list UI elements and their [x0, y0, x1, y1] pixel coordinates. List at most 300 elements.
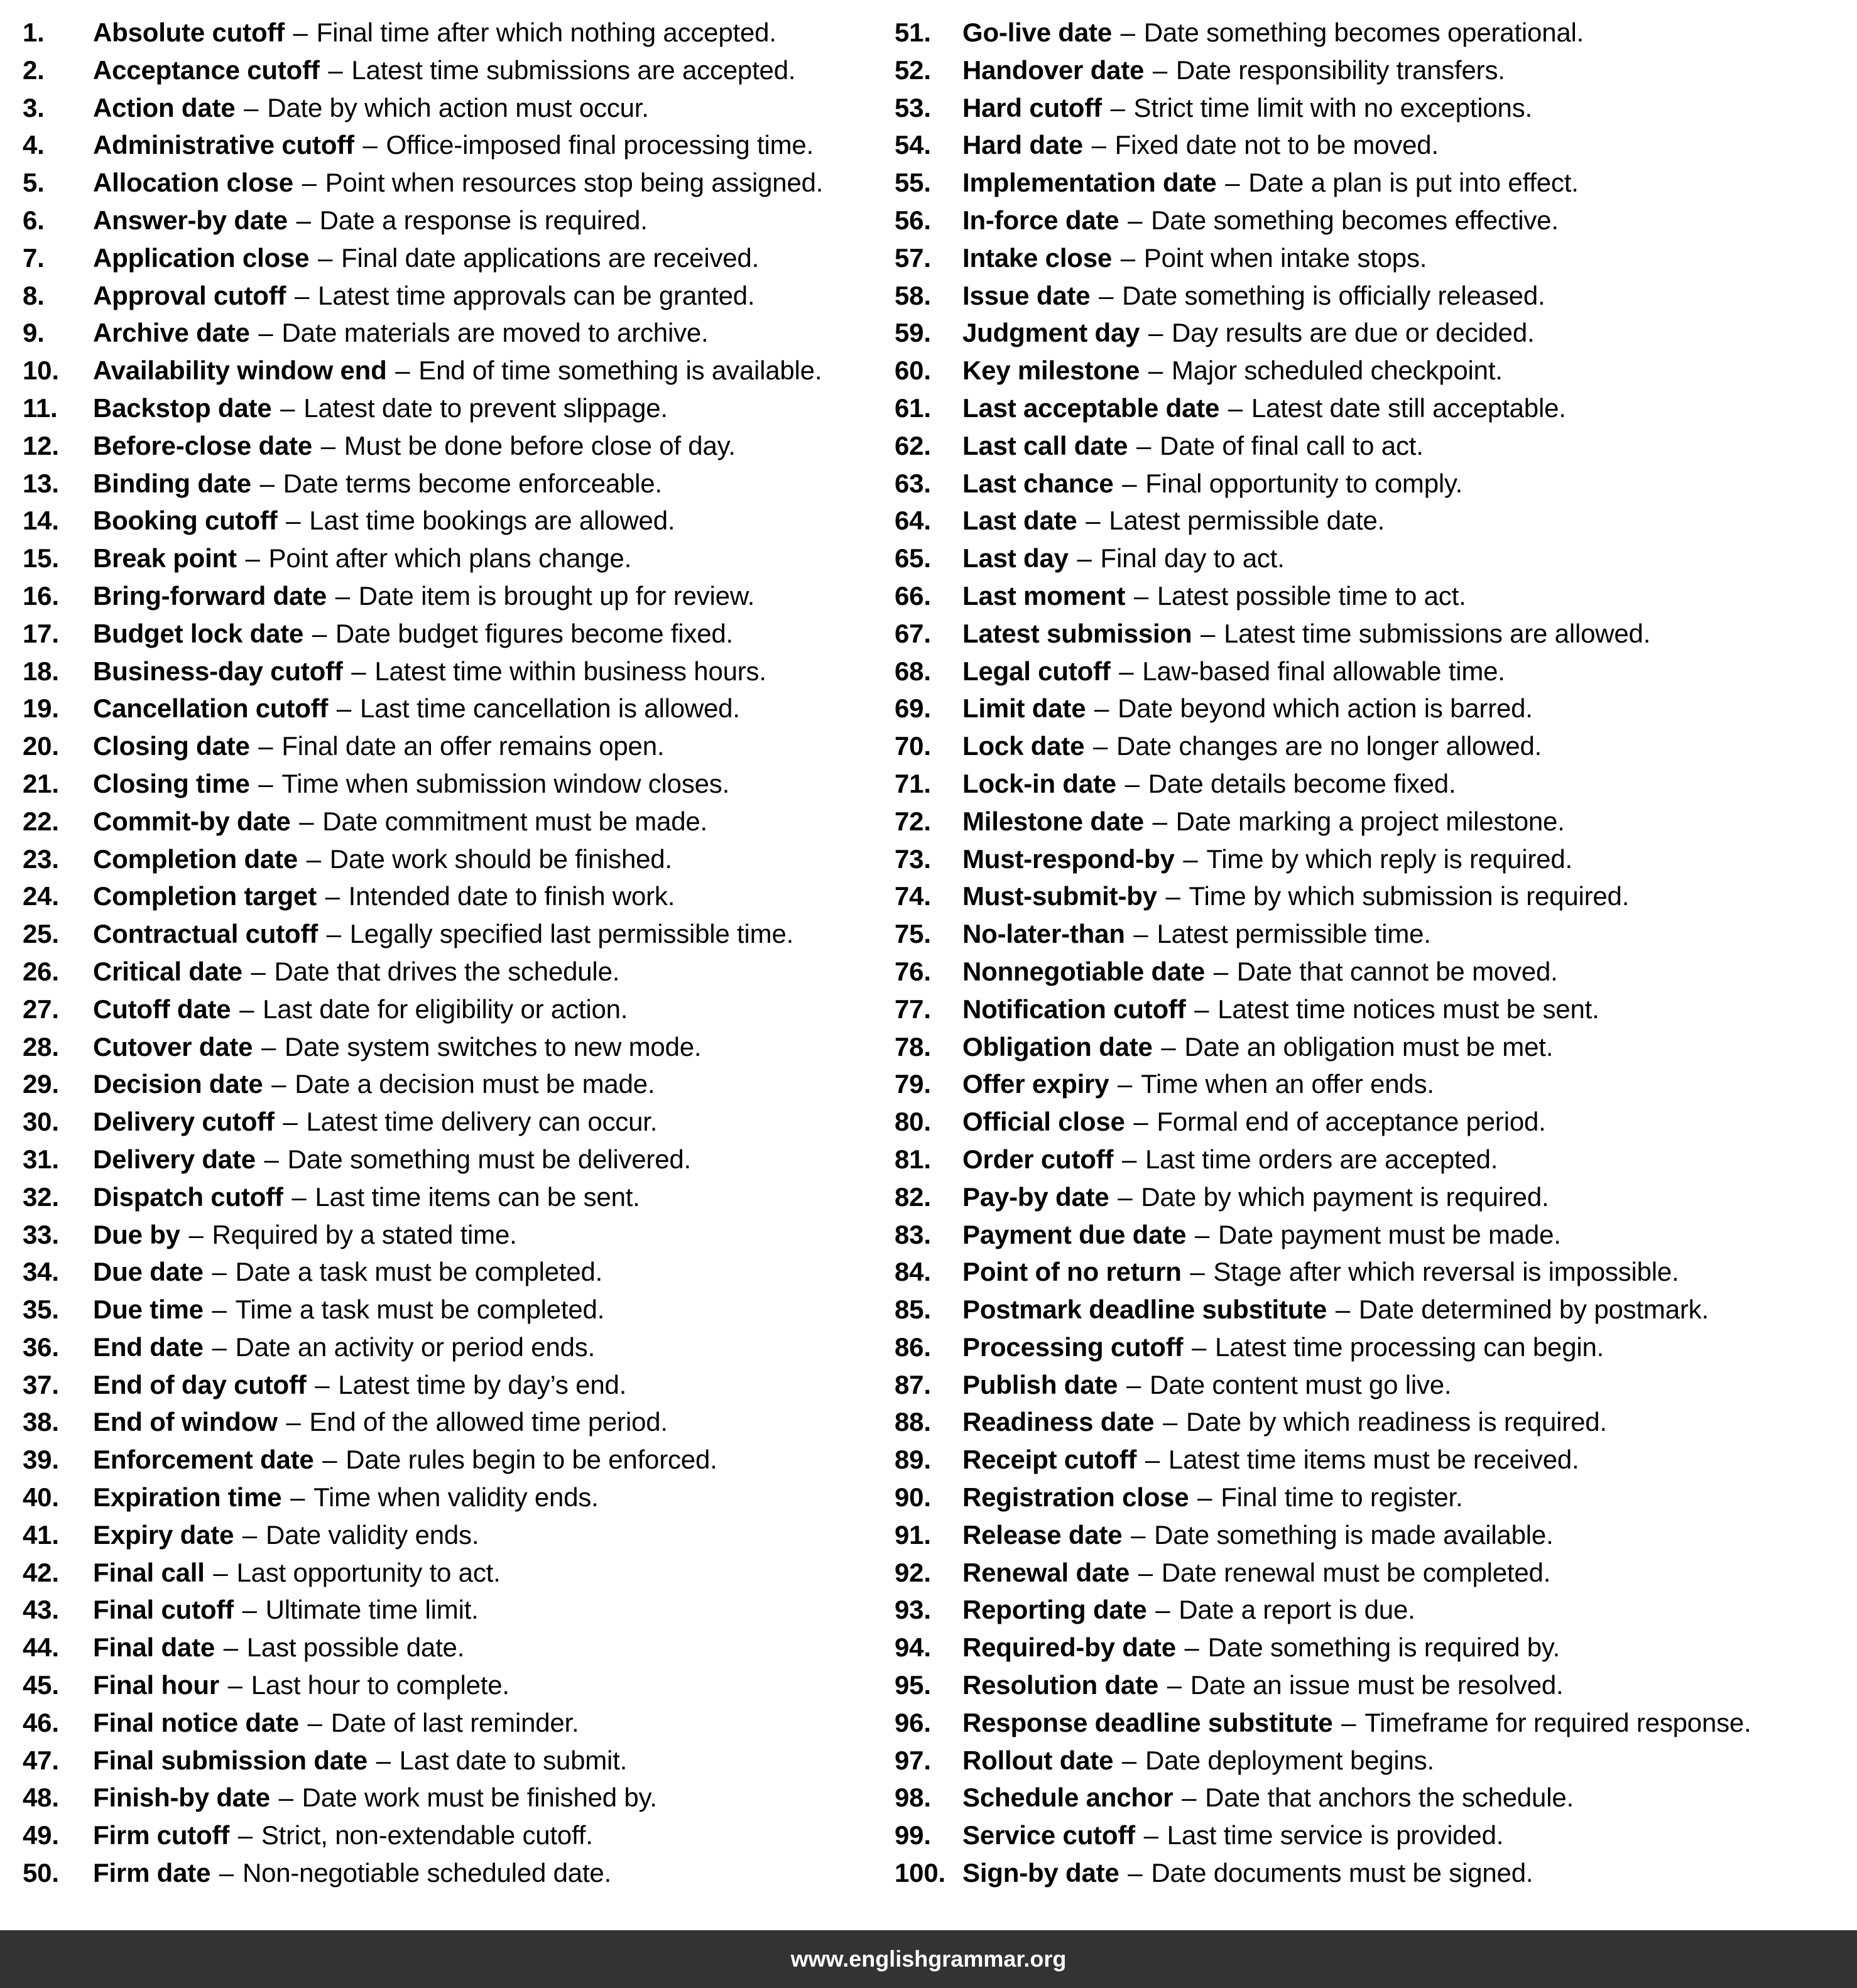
- list-item-term: Contractual cutoff: [93, 919, 319, 949]
- list-item-term: Must-submit-by: [962, 881, 1157, 911]
- list-item-term: Approval cutoff: [93, 280, 286, 310]
- list-item-body: [93, 1328, 595, 1366]
- list-item-description: Last date for eligibility or action.: [263, 994, 628, 1024]
- list-item-number: 50.: [23, 1858, 59, 1888]
- footer-site-url[interactable]: www.englishgrammar.org: [790, 1946, 1067, 1972]
- list-item-number: 23.: [23, 844, 59, 874]
- list-item-description: Legally specified last permissible time.: [349, 919, 794, 949]
- list-item-body: [962, 1516, 1554, 1554]
- list-item: [23, 1779, 873, 1817]
- list-item-separator: –: [1167, 1670, 1182, 1700]
- list-item-number: 40.: [23, 1482, 59, 1513]
- list-item-separator: –: [1165, 881, 1180, 911]
- list-item-number: 47.: [23, 1745, 59, 1775]
- list-item-number: 70.: [895, 731, 931, 761]
- list-item-description: Latest possible time to act.: [1157, 580, 1466, 611]
- list-item: [895, 314, 1851, 352]
- list-item-term: Enforcement date: [93, 1445, 314, 1475]
- list-item-term: Dispatch cutoff: [93, 1181, 283, 1212]
- list-item-body: [93, 953, 619, 991]
- list-item-description: Ultimate time limit.: [265, 1595, 479, 1625]
- list-item-description: Date an issue must be resolved.: [1190, 1670, 1564, 1700]
- list-item-body: [93, 540, 631, 577]
- list-item-description: Date an obligation must be met.: [1184, 1031, 1554, 1062]
- list-item-number: 83.: [895, 1219, 931, 1249]
- list-item-separator: –: [286, 506, 301, 536]
- list-item-body: [962, 803, 1565, 840]
- list-item-body: [93, 1065, 655, 1103]
- list-item-body: [93, 1817, 593, 1854]
- list-item-body: [962, 1591, 1415, 1629]
- list-item-body: [962, 1366, 1451, 1404]
- list-item-term: Cutoff date: [93, 994, 231, 1024]
- list-item: [23, 1742, 873, 1779]
- list-item-separator: –: [237, 1820, 253, 1850]
- list-item-body: [962, 389, 1566, 427]
- list-item-body: [962, 1704, 1751, 1742]
- list-item-number: 28.: [23, 1031, 59, 1062]
- list-item-term: Handover date: [962, 55, 1145, 85]
- list-item-separator: –: [326, 919, 342, 949]
- list-item-description: Latest date still acceptable.: [1251, 393, 1566, 423]
- list-item-separator: –: [264, 1144, 279, 1174]
- list-item-description: Date something becomes operational.: [1143, 18, 1584, 47]
- list-item-body: [93, 14, 776, 52]
- list-item: [895, 840, 1851, 878]
- list-item-number: 57.: [895, 242, 931, 273]
- list-item-description: Date a response is required.: [319, 205, 648, 235]
- list-item: [895, 540, 1851, 577]
- list-item-body: [962, 52, 1505, 89]
- list-item-separator: –: [1143, 1820, 1158, 1850]
- list-item-term: Receipt cutoff: [962, 1445, 1137, 1475]
- list-item-separator: –: [1182, 1783, 1197, 1813]
- list-item-term: Last acceptable date: [962, 393, 1220, 423]
- list-item-body: [93, 1666, 509, 1704]
- list-item-separator: –: [1133, 919, 1148, 949]
- list-item-body: [93, 690, 740, 727]
- list-item: [895, 1629, 1851, 1666]
- list-item-description: Latest time approvals can be granted.: [318, 280, 755, 310]
- list-item-term: Acceptance cutoff: [93, 55, 320, 85]
- list-item-separator: –: [1128, 205, 1143, 235]
- list-item-term: Reporting date: [962, 1595, 1147, 1625]
- list-item-description: Date content must go live.: [1150, 1369, 1452, 1399]
- list-item: [23, 690, 873, 727]
- list-item-term: Implementation date: [962, 168, 1217, 198]
- list-item: [23, 1178, 873, 1216]
- list-item-number: 22.: [23, 806, 59, 836]
- list-item-term: Hard date: [962, 130, 1083, 160]
- list-item-description: Strict, non-extendable cutoff.: [261, 1820, 593, 1850]
- list-item-term: Budget lock date: [93, 618, 304, 648]
- list-item-term: Business-day cutoff: [93, 656, 343, 686]
- list-item: [23, 89, 873, 127]
- list-item-body: [93, 1178, 640, 1216]
- list-item-term: Final call: [93, 1557, 205, 1587]
- list-item-term: Notification cutoff: [962, 994, 1186, 1024]
- list-item-separator: –: [1225, 168, 1240, 198]
- list-item-number: 53.: [895, 92, 931, 122]
- list-item-separator: –: [258, 768, 273, 798]
- list-item-number: 86.: [895, 1332, 931, 1362]
- list-item: [23, 126, 873, 164]
- list-item: [895, 615, 1851, 653]
- list-item: [23, 1403, 873, 1441]
- list-item-body: [962, 1103, 1546, 1141]
- list-item-number: 38.: [23, 1407, 59, 1437]
- list-item-description: Time when an offer ends.: [1141, 1069, 1434, 1099]
- list-item-term: Publish date: [962, 1369, 1118, 1399]
- list-item-term: Backstop date: [93, 393, 272, 423]
- list-item-number: 98.: [895, 1783, 931, 1813]
- list-item-body: [962, 1742, 1434, 1779]
- list-item: [23, 840, 873, 878]
- list-item-separator: –: [1094, 693, 1109, 724]
- list-item-separator: –: [242, 1595, 257, 1625]
- list-item-term: Lock-in date: [962, 768, 1116, 798]
- list-item-number: 60.: [895, 356, 931, 386]
- list-item-body: [962, 239, 1427, 277]
- list-item-separator: –: [376, 1745, 391, 1775]
- list-item-description: Date something is required by.: [1207, 1632, 1560, 1663]
- list-item-body: [93, 1854, 611, 1892]
- list-item-separator: –: [251, 956, 266, 986]
- list-item-description: Point when resources stop being assigned.: [325, 168, 824, 198]
- list-item-number: 27.: [23, 994, 59, 1024]
- list-item-body: [93, 803, 707, 840]
- list-item-term: Judgment day: [962, 318, 1140, 348]
- list-item-description: Date by which payment is required.: [1141, 1181, 1549, 1212]
- list-item-description: Date by which action must occur.: [267, 92, 649, 122]
- list-item-separator: –: [1190, 1257, 1205, 1287]
- list-item-body: [962, 690, 1533, 727]
- list-item-body: [962, 202, 1559, 239]
- list-item-term: Latest submission: [962, 618, 1192, 648]
- list-item: [895, 803, 1851, 840]
- list-item-term: Administrative cutoff: [93, 130, 354, 160]
- list-item: [895, 653, 1851, 690]
- list-item-separator: –: [1335, 1295, 1351, 1325]
- list-item-separator: –: [1152, 806, 1167, 836]
- list-item: [895, 1779, 1851, 1817]
- list-item-number: 41.: [23, 1519, 59, 1550]
- list-item-term: Order cutoff: [962, 1144, 1114, 1174]
- list-item-term: Hard cutoff: [962, 92, 1102, 122]
- list-item-number: 25.: [23, 919, 59, 949]
- list-item-number: 10.: [23, 356, 59, 386]
- list-item-term: End of day cutoff: [93, 1369, 307, 1399]
- list-item-number: 48.: [23, 1783, 59, 1813]
- list-item-description: Last time service is provided.: [1167, 1820, 1504, 1850]
- list-item: [23, 1854, 873, 1892]
- list-item-description: Last hour to complete.: [251, 1670, 509, 1700]
- list-item: [23, 502, 873, 540]
- list-item-description: Date that cannot be moved.: [1236, 956, 1558, 986]
- list-item-separator: –: [299, 806, 314, 836]
- list-item-description: Latest permissible time.: [1157, 919, 1431, 949]
- list-item-body: [962, 1854, 1533, 1892]
- list-item-term: Nonnegotiable date: [962, 956, 1206, 986]
- list-item: [895, 1291, 1851, 1328]
- list-item-body: [93, 277, 754, 315]
- list-item-separator: –: [212, 1332, 227, 1362]
- list-item: [23, 803, 873, 840]
- list-item-body: [962, 540, 1285, 577]
- list-item: [23, 389, 873, 427]
- list-item-separator: –: [286, 1407, 301, 1437]
- list-item-number: 46.: [23, 1707, 59, 1737]
- list-item-description: Non-negotiable scheduled date.: [242, 1858, 612, 1888]
- list-item-body: [962, 1216, 1561, 1254]
- list-item-separator: –: [1138, 1557, 1153, 1587]
- list-item-body: [93, 239, 759, 277]
- list-item: [895, 577, 1851, 615]
- list-item-number: 44.: [23, 1632, 59, 1663]
- list-item-separator: –: [1110, 92, 1125, 122]
- list-item-term: Intake close: [962, 242, 1113, 273]
- list-item-term: Last chance: [962, 468, 1114, 498]
- list-item: [895, 89, 1851, 127]
- list-item-body: [962, 991, 1599, 1028]
- list-item: [23, 52, 873, 89]
- list-item-body: [962, 352, 1503, 389]
- list-item: [895, 1103, 1851, 1141]
- list-item-description: Date renewal must be completed.: [1161, 1557, 1551, 1587]
- list-item-description: Date something is made available.: [1154, 1519, 1554, 1550]
- list-item-number: 14.: [23, 506, 59, 536]
- list-item-number: 3.: [23, 92, 45, 122]
- list-item-number: 74.: [895, 881, 931, 911]
- list-item-body: [93, 465, 662, 502]
- list-item-description: Date rules begin to be enforced.: [346, 1445, 717, 1475]
- list-item-description: Date by which readiness is required.: [1186, 1407, 1607, 1437]
- list-item-number: 12.: [23, 430, 59, 460]
- list-item: [23, 1028, 873, 1066]
- list-item-description: Date work must be finished by.: [302, 1783, 657, 1813]
- list-item-description: Last possible date.: [246, 1632, 465, 1663]
- list-item-term: Rollout date: [962, 1745, 1114, 1775]
- list-item-term: Due by: [93, 1219, 180, 1249]
- list-item-number: 91.: [895, 1519, 931, 1550]
- list-item: [895, 52, 1851, 89]
- list-item-description: Date a task must be completed.: [235, 1257, 603, 1287]
- list-item: [895, 126, 1851, 164]
- list-item-separator: –: [212, 1257, 227, 1287]
- list-item-term: Application close: [93, 242, 310, 273]
- right-column-list: [895, 14, 1851, 1892]
- list-item-term: Due date: [93, 1257, 204, 1287]
- list-item-separator: –: [242, 1519, 258, 1550]
- list-item-number: 69.: [895, 693, 931, 724]
- list-item-description: Formal end of acceptance period.: [1157, 1107, 1546, 1137]
- list-item-number: 55.: [895, 168, 931, 198]
- list-item: [23, 465, 873, 502]
- list-item-separator: –: [1122, 468, 1137, 498]
- list-item-separator: –: [320, 430, 336, 460]
- list-item-separator: –: [239, 994, 254, 1024]
- list-item-term: Before-close date: [93, 430, 313, 460]
- list-item: [895, 765, 1851, 803]
- list-item-number: 64.: [895, 506, 931, 536]
- list-item-term: In-force date: [962, 205, 1119, 235]
- list-item-term: Final date: [93, 1632, 215, 1663]
- list-item-separator: –: [213, 1557, 228, 1587]
- list-item-body: [93, 1742, 627, 1779]
- list-item-separator: –: [336, 693, 352, 724]
- list-item-number: 88.: [895, 1407, 931, 1437]
- list-item-term: Registration close: [962, 1482, 1189, 1513]
- list-item-term: Schedule anchor: [962, 1783, 1174, 1813]
- list-item-description: Date terms become enforceable.: [283, 468, 662, 498]
- list-item-separator: –: [322, 1445, 337, 1475]
- list-item-description: Date a plan is put into effect.: [1248, 168, 1579, 198]
- list-item-body: [962, 427, 1424, 465]
- list-item-description: Day results are due or decided.: [1172, 318, 1535, 348]
- list-item-number: 95.: [895, 1670, 931, 1700]
- list-item-term: No-later-than: [962, 919, 1125, 949]
- list-item-description: Latest time items must be received.: [1168, 1445, 1579, 1475]
- list-item-term: Lock date: [962, 731, 1085, 761]
- list-item-term: Key milestone: [962, 356, 1140, 386]
- list-item-body: [962, 1028, 1553, 1066]
- list-item-body: [93, 577, 754, 615]
- list-item: [895, 1028, 1851, 1066]
- list-item-number: 82.: [895, 1181, 931, 1212]
- list-item-body: [962, 577, 1466, 615]
- list-item-number: 73.: [895, 844, 931, 874]
- list-item-body: [962, 1253, 1679, 1291]
- list-item: [895, 1328, 1851, 1366]
- list-item-description: Required by a stated time.: [212, 1219, 517, 1249]
- list-item-number: 89.: [895, 1445, 931, 1475]
- list-item-body: [962, 465, 1462, 502]
- footer-bar: [0, 1930, 1857, 1988]
- list-item: [23, 1666, 873, 1704]
- list-item: [23, 164, 873, 202]
- list-item: [895, 427, 1851, 465]
- list-item: [895, 1817, 1851, 1854]
- list-item-separator: –: [307, 1707, 323, 1737]
- list-item-number: 71.: [895, 768, 931, 798]
- list-item-separator: –: [1099, 280, 1114, 310]
- list-item-body: [962, 1779, 1574, 1817]
- list-item-number: 100.: [895, 1858, 945, 1888]
- list-item-body: [962, 1403, 1607, 1441]
- list-item-number: 52.: [895, 55, 931, 85]
- list-item: [23, 540, 873, 577]
- list-item-separator: –: [227, 1670, 243, 1700]
- list-item-number: 11.: [23, 393, 58, 423]
- list-item-term: End of window: [93, 1407, 278, 1437]
- list-item-body: [93, 991, 628, 1028]
- list-item-separator: –: [258, 318, 273, 348]
- list-item-separator: –: [351, 656, 366, 686]
- list-item-number: 26.: [23, 956, 59, 986]
- list-item-body: [93, 1479, 599, 1516]
- list-item-term: Must-respond-by: [962, 844, 1175, 874]
- list-item-separator: –: [1091, 130, 1106, 160]
- list-item-number: 76.: [895, 956, 931, 986]
- list-item-term: Firm cutoff: [93, 1820, 230, 1850]
- list-item: [895, 465, 1851, 502]
- list-item-body: [93, 840, 672, 878]
- list-item-term: Required-by date: [962, 1632, 1176, 1663]
- list-item-separator: –: [244, 92, 259, 122]
- list-item-separator: –: [1184, 1632, 1199, 1663]
- list-item-description: Date marking a project milestone.: [1175, 806, 1565, 836]
- list-item-number: 30.: [23, 1107, 59, 1137]
- list-item-body: [93, 164, 823, 202]
- list-item: [895, 991, 1851, 1028]
- list-item-number: 59.: [895, 318, 931, 348]
- list-item-body: [962, 1178, 1549, 1216]
- list-item-number: 77.: [895, 994, 931, 1024]
- list-item-separator: –: [295, 280, 310, 310]
- list-item-separator: –: [395, 356, 410, 386]
- list-item-description: Last time cancellation is allowed.: [359, 693, 740, 724]
- list-item-body: [93, 615, 733, 653]
- list-item-number: 67.: [895, 618, 931, 648]
- list-item-number: 56.: [895, 205, 931, 235]
- list-item-body: [962, 653, 1505, 690]
- list-item: [895, 239, 1851, 277]
- list-item-description: Time when validity ends.: [313, 1482, 599, 1513]
- list-item-description: Latest time submissions are allowed.: [1224, 618, 1651, 648]
- list-item-separator: –: [1183, 844, 1198, 874]
- list-item-term: Legal cutoff: [962, 656, 1111, 686]
- list-item-description: Date payment must be made.: [1217, 1219, 1561, 1249]
- list-item-number: 31.: [23, 1144, 59, 1174]
- list-item: [895, 915, 1851, 953]
- list-item-separator: –: [223, 1632, 239, 1663]
- list-item-term: Cancellation cutoff: [93, 693, 329, 724]
- list-item-number: 39.: [23, 1445, 59, 1475]
- list-item: [895, 1742, 1851, 1779]
- list-item-description: Date something is officially released.: [1122, 280, 1545, 310]
- list-item-description: Date an activity or period ends.: [235, 1332, 596, 1362]
- list-item-body: [962, 727, 1542, 765]
- list-item: [895, 277, 1851, 315]
- list-item-description: Last time items can be sent.: [315, 1181, 640, 1212]
- list-item-number: 63.: [895, 468, 931, 498]
- list-item-body: [962, 1666, 1564, 1704]
- list-item-body: [962, 1441, 1579, 1479]
- list-item-term: Pay-by date: [962, 1181, 1109, 1212]
- list-item-separator: –: [1121, 1144, 1137, 1174]
- list-item-description: Must be done before close of day.: [344, 430, 736, 460]
- list-item-separator: –: [1341, 1707, 1356, 1737]
- list-item-description: Final date an offer remains open.: [281, 731, 665, 761]
- list-item-number: 97.: [895, 1745, 931, 1775]
- list-item-term: Cutover date: [93, 1031, 253, 1062]
- list-item-description: Law-based final allowable time.: [1142, 656, 1505, 686]
- list-item-description: Date that drives the schedule.: [274, 956, 620, 986]
- list-item-separator: –: [328, 55, 343, 85]
- list-item-description: Latest time within business hours.: [374, 656, 766, 686]
- list-item: [23, 577, 873, 615]
- list-item-body: [93, 1591, 479, 1629]
- list-item-body: [962, 126, 1439, 164]
- list-item-body: [93, 1554, 501, 1592]
- list-item-term: Answer-by date: [93, 205, 288, 235]
- list-item-description: Date responsibility transfers.: [1175, 55, 1505, 85]
- list-item-term: Limit date: [962, 693, 1086, 724]
- list-item-description: Point after which plans change.: [268, 543, 632, 573]
- list-item-number: 58.: [895, 280, 931, 310]
- list-item-body: [93, 765, 729, 803]
- list-item-body: [93, 1103, 657, 1141]
